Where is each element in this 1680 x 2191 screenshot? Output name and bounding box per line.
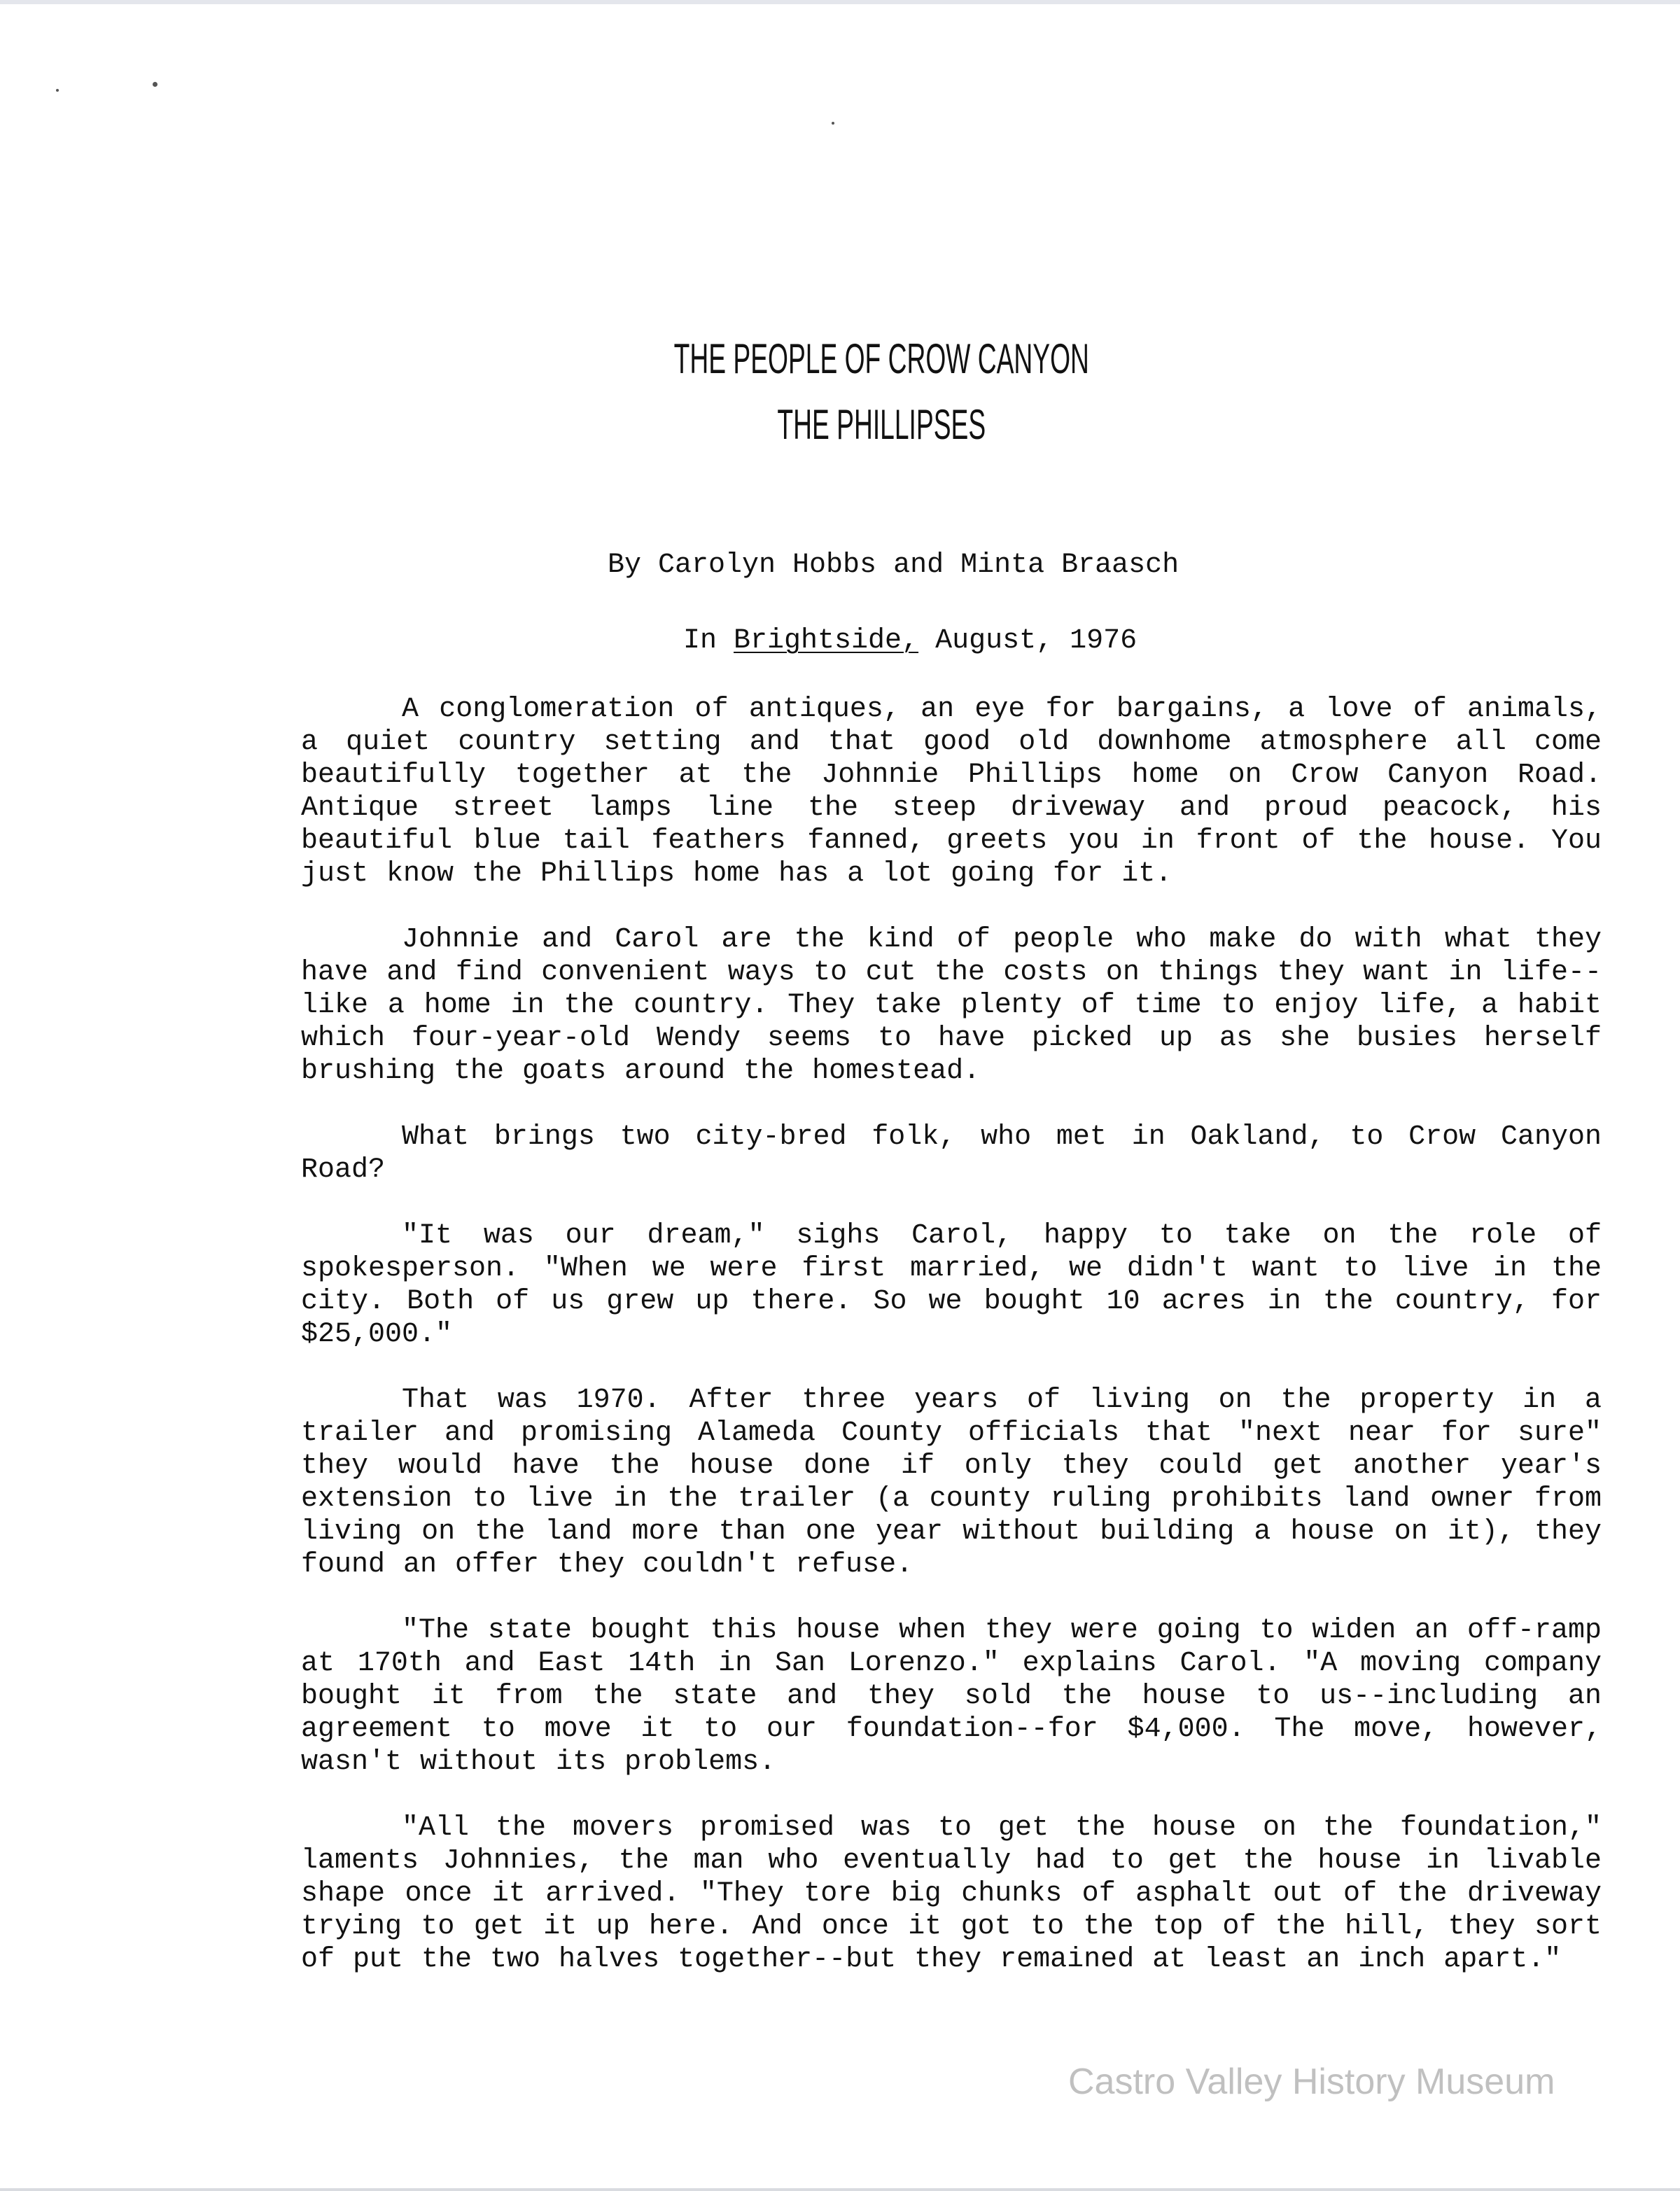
byline: By Carolyn Hobbs and Minta Braasch bbox=[608, 550, 1180, 581]
document-title: THE PEOPLE OF CROW CANYON bbox=[673, 335, 1089, 382]
publication-date: August, 1976 bbox=[918, 625, 1138, 657]
scan-top-edge bbox=[0, 0, 1680, 4]
scan-speck bbox=[832, 122, 834, 125]
publication-line bbox=[683, 625, 1137, 657]
paragraph: That was 1970. After three years of living on the property in a trailer and promising Alameda County officials that "next near for sure" they would have the house done if only they could get another year's extension to live in the trailer (a county ruling prohibits land owner from living on the land more than one year without building a house on it), they found an offer they couldn't refuse. bbox=[301, 1385, 1602, 1581]
paragraph: "It was our dream," sighs Carol, happy to take on the role of spokesperson. "When we were first married, we didn't want to live in the city. Both of us grew up there. So we bought 10 acres in the country, for $25,000." bbox=[301, 1220, 1602, 1350]
scan-bottom-edge bbox=[0, 2188, 1680, 2191]
article-body bbox=[301, 693, 1602, 2009]
paragraph: Johnnie and Carol are the kind of people who make do with what they have and find convenient ways to cut the costs on things they want in life--like a home in the country. They take plenty of time to enjoy life, a habit which four-year-old Wendy seems to have picked up as she busies herself brushing the goats around the homestead. bbox=[301, 924, 1602, 1087]
paragraph: "All the movers promised was to get the house on the foundation," laments Johnnies, the man who eventually had to get the house in livable shape once it arrived. "They tore big chunks of asphalt out of the driveway trying to get it up here. And once it got to the top of the hill, they sort of put the two halves together--but they remained at least an inch apart." bbox=[301, 1812, 1602, 1975]
document-subtitle: THE PHILLIPSES bbox=[777, 401, 986, 448]
paragraph: A conglomeration of antiques, an eye for bargains, a love of animals, a quiet country setting and that good old downhome atmosphere all come beautifully together at the Johnnie Phillips home on Crow Canyon Road. Antique street lamps line the steep driveway and proud peacock, his beautiful blue tail feathers fanned, greets you in front of the house. You just know the Phillips home has a lot going for it. bbox=[301, 694, 1602, 890]
scan-speck bbox=[153, 82, 158, 87]
museum-watermark: Castro Valley History Museum bbox=[1068, 2062, 1555, 2102]
scan-speck bbox=[56, 89, 59, 92]
paragraph: What brings two city-bred folk, who met in Oakland, to Crow Canyon Road? bbox=[301, 1121, 1602, 1186]
publication-name: Brightside, bbox=[734, 625, 919, 657]
publication-prefix: In bbox=[683, 625, 734, 657]
paragraph: "The state bought this house when they were going to widen an off-ramp at 170th and East 14th in San Lorenzo." explains Carol. "A moving company bought it from the state and they sold the house to us--including an agreement to move it to our foundation--for $4,000. The move, however, wasn't without its problems. bbox=[301, 1615, 1602, 1778]
